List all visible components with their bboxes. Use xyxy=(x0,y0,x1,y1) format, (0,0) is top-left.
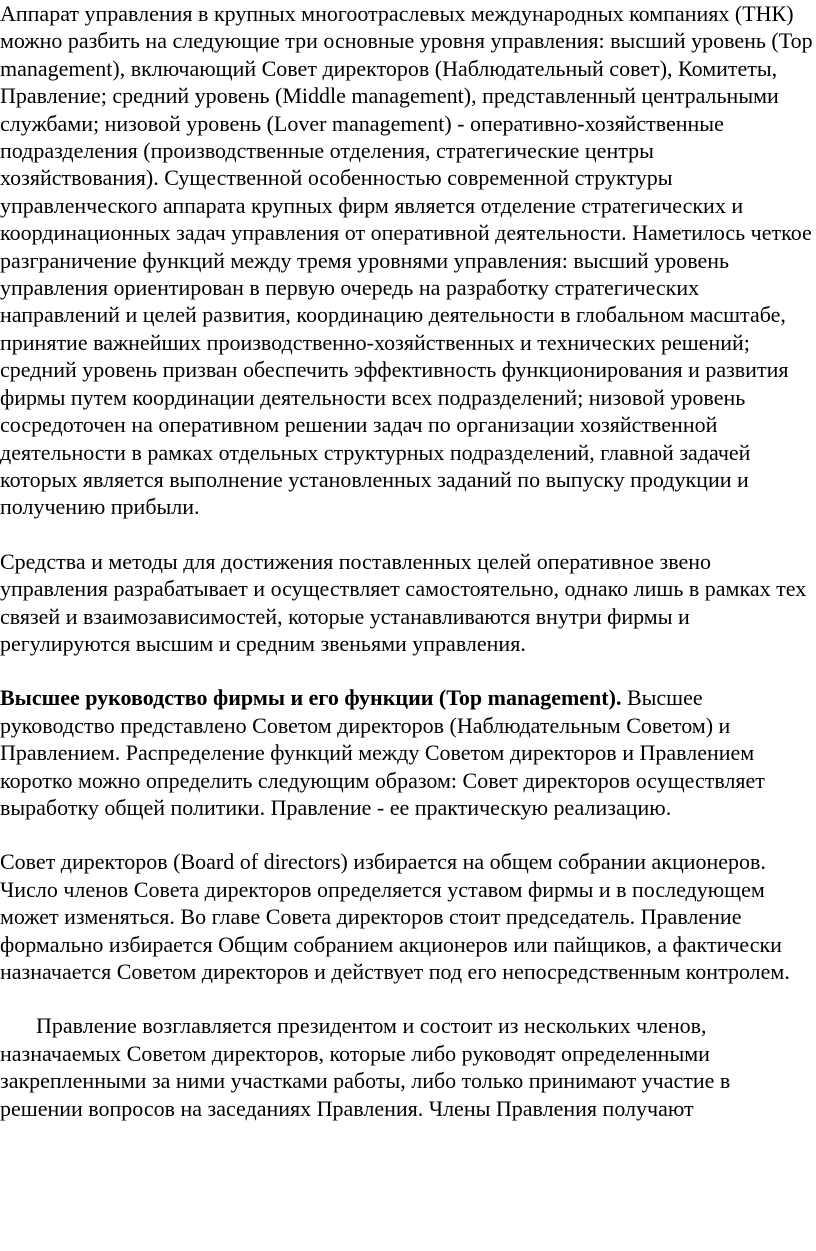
paragraph-operational-means: Средства и методы для достижения поставленных целей оперативное звено управления разрабатывает и осуществляет самостоятельно, однако лишь в рамках тех связей и взаимозависимостей, которые устанавливаются внутри фирмы и регулируются высшим и средним звеньями управления. xyxy=(0,548,807,656)
paragraph-gap xyxy=(0,821,816,848)
paragraph-top-management xyxy=(0,684,816,821)
paragraph-management-board: Правление возглавляется президентом и состоит из нескольких членов, назначаемых Советом директоров, которые либо руководят определенными закрепленными за ними участками работы, либо только принимают участие в решении вопросов на заседаниях Правления. Члены Правления получают xyxy=(0,1013,731,1121)
paragraph-board-of-directors: Совет директоров (Board of directors) избирается на общем собрании акционеров. Число членов Совета директоров определяется уставом фирмы и в последующем может изменяться. Во главе Совета директоров стоит председатель. Правление формально избирается Общим собранием акционеров или пайщиков, а фактически назначается Советом директоров и действует под его непосредственным контролем. xyxy=(0,849,790,984)
paragraph-levels-of-management: Аппарат управления в крупных многоотраслевых международных компаниях (ТНК) можно разбить на следующие три основные уровня управления: высший уровень (Top management), включающий Совет директоров (Наблюдательный совет), Комитеты, Правление; средний уровень (Middle management), представленный центральными службами; низовой уровень (Lover management) - оперативно-хозяйственные подразделения (производственные отделения, стратегические центры хозяйствования). Существенной особенностью современной структуры управленческого аппарата крупных фирм является отделение стратегических и координационных задач управления от оперативной деятельности. Наметилось четкое разграничение функций между тремя уровнями управления: высший уровень управления ориентирован в первую очередь на разработку стратегических направлений и целей развития, координацию деятельности в глобальном масштабе, принятие важнейших производственно-хозяйственных и технических решений; средний уровень призван обеспечить эффективность функционирования и развития фирмы путем координации деятельности всех подразделений; низовой уровень сосредоточен на оперативном решении задач по организации хозяйственной деятельности в рамках отдельных структурных подразделений, главной задачей которых является выполнение установленных заданий по выпуску продукции и получению прибыли. xyxy=(0,1,813,520)
paragraph-gap xyxy=(0,657,816,684)
paragraph-top-management-body: Высшее руководство представлено Советом директоров (Наблюдательным Советом) и Правлением. Распределение функций между Советом директоров и Правлением коротко можно определить следующим образом: Совет директоров осуществляет выработку общей политики. Правление - ее практическую реализацию. xyxy=(0,685,765,820)
paragraph-gap xyxy=(0,521,816,548)
paragraph-gap xyxy=(0,985,816,1012)
section-heading-top-management: Высшее руководство фирмы и его функции (Top management). xyxy=(0,685,622,711)
